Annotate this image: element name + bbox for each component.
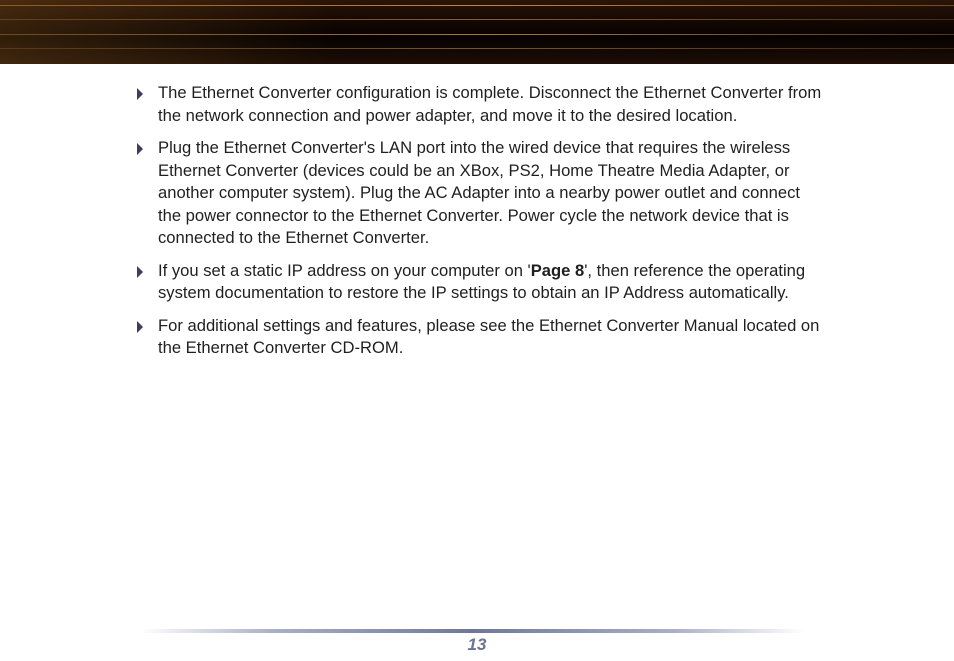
instruction-list bbox=[135, 82, 825, 370]
bullet-arrow-icon bbox=[137, 143, 143, 155]
bullet-arrow-icon bbox=[137, 88, 143, 100]
instruction-text-after: ', then reference the operating system documentation to restore the IP settings to obtain an IP Address automatically. bbox=[158, 260, 806, 302]
header-line bbox=[0, 34, 954, 35]
header-line bbox=[0, 19, 954, 20]
footer-rule bbox=[140, 629, 805, 633]
header-line bbox=[0, 5, 954, 6]
instruction-text: Plug the Ethernet Converter's LAN port into the wired device that requires the wireless Ethernet Converter (devices could be an XBox, PS2, Home Theatre Media Adapter, or another computer system). Plug the AC Adapter into a nearby power outlet and connect the power connector to the Ethernet Converter. Power cycle the network device that is connected to the Ethernet Converter. bbox=[158, 138, 801, 247]
instruction-item bbox=[135, 260, 825, 305]
instruction-text-before: If you set a static IP address on your computer on ' bbox=[158, 260, 531, 280]
instruction-item bbox=[135, 82, 825, 127]
page-number: 13 bbox=[467, 635, 487, 654]
header-line bbox=[0, 48, 954, 49]
instruction-item bbox=[135, 315, 825, 360]
instruction-text: The Ethernet Converter configuration is complete. Disconnect the Ethernet Converter from the network connection and power adapter, and move it to the desired location. bbox=[158, 83, 822, 125]
instruction-item bbox=[135, 137, 825, 250]
header-glow bbox=[0, 0, 954, 64]
instruction-text: For additional settings and features, please see the Ethernet Converter Manual located on the Ethernet Converter CD-ROM. bbox=[158, 315, 820, 357]
page-reference: Page 8 bbox=[530, 260, 585, 280]
header-band bbox=[0, 0, 954, 64]
bullet-arrow-icon bbox=[137, 266, 143, 278]
bullet-arrow-icon bbox=[137, 321, 143, 333]
